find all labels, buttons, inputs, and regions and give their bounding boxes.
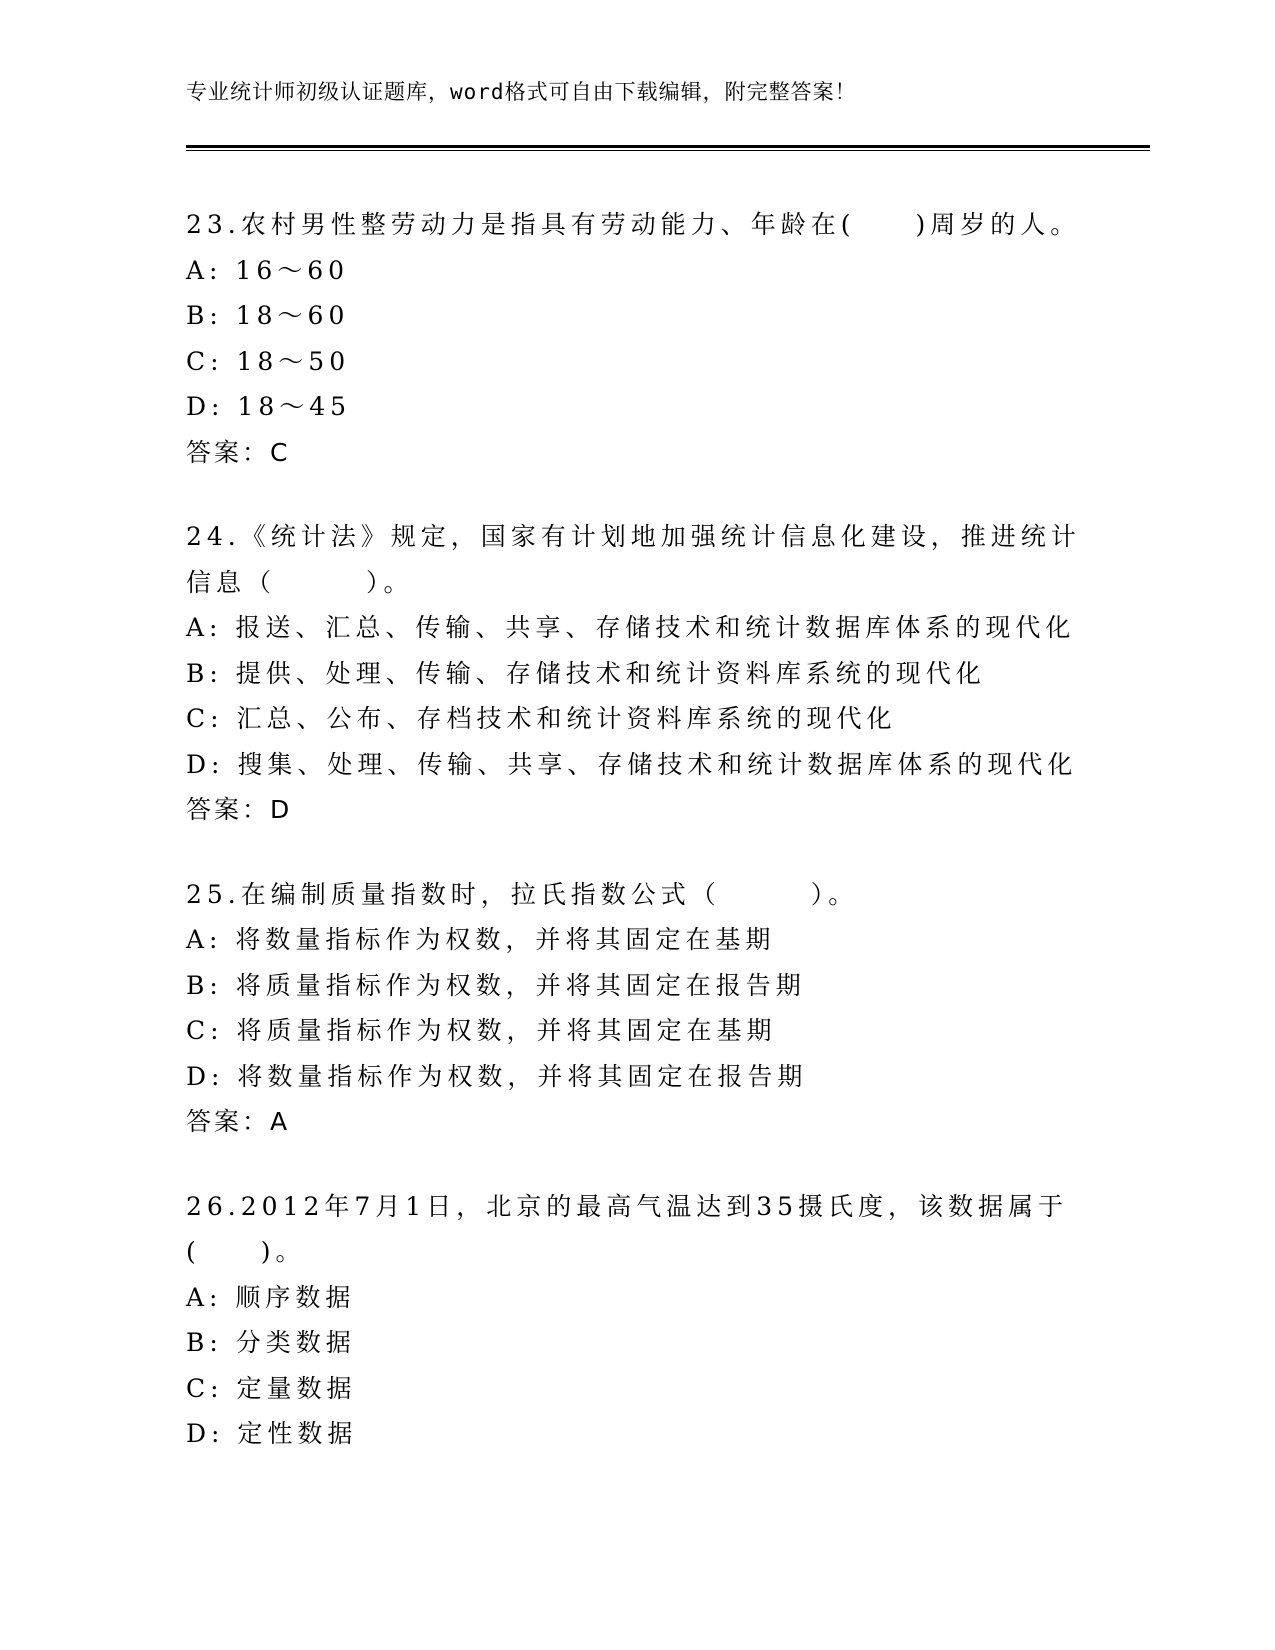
option-a: A: 将数量指标作为权数，并将其固定在基期 xyxy=(186,925,776,954)
answer: 答案：C xyxy=(186,437,291,467)
option-c: C: 定量数据 xyxy=(186,1373,357,1403)
option-d: D: 18～45 xyxy=(186,392,352,421)
question-23 xyxy=(186,202,1086,475)
option-d: D: 定性数据 xyxy=(186,1419,358,1448)
option-c: C: 将质量指标作为权数，并将其固定在基期 xyxy=(186,1016,777,1045)
question-25 xyxy=(186,872,1086,1145)
question-stem: 25.在编制质量指数时，拉氏指数公式（ ）。 xyxy=(186,879,859,909)
question-stem: 26.2012年7月1日，北京的最高气温达到35摄氏度，该数据属于( )。 xyxy=(186,1191,1069,1266)
answer: 答案：D xyxy=(186,795,293,824)
option-c: C: 汇总、公布、存档技术和统计资料库系统的现代化 xyxy=(186,704,897,733)
question-stem: 23.农村男性整劳动力是指具有劳动能力、年龄在( )周岁的人。 xyxy=(186,210,1081,239)
question-stem: 24.《统计法》规定，国家有计划地加强统计信息化建设，推进统计信息（ ）。 xyxy=(186,522,1081,597)
header-rule-thin xyxy=(186,150,1150,151)
option-a: A: 顺序数据 xyxy=(186,1282,356,1312)
option-a: A: 报送、汇总、传输、共享、存储技术和统计数据库体系的现代化 xyxy=(186,613,1076,642)
question-26 xyxy=(186,1184,1086,1457)
question-list xyxy=(186,202,1086,1496)
header-rule-thick xyxy=(186,145,1150,148)
header-text: 专业统计师初级认证题库，word格式可自由下载编辑，附完整答案！ xyxy=(186,80,857,104)
answer: 答案：A xyxy=(186,1107,291,1136)
option-b: B: 提供、处理、传输、存储技术和统计资料库系统的现代化 xyxy=(186,658,986,688)
option-b: B: 将质量指标作为权数，并将其固定在报告期 xyxy=(186,970,806,1000)
option-d: D: 将数量指标作为权数，并将其固定在报告期 xyxy=(186,1061,808,1091)
option-c: C: 18～50 xyxy=(186,346,351,376)
option-b: B: 分类数据 xyxy=(186,1328,356,1357)
option-a: A: 16～60 xyxy=(186,255,350,285)
option-b: B: 18～60 xyxy=(186,301,350,330)
option-d: D: 搜集、处理、传输、共享、存储技术和统计数据库体系的现代化 xyxy=(186,749,1078,779)
question-24 xyxy=(186,514,1086,833)
